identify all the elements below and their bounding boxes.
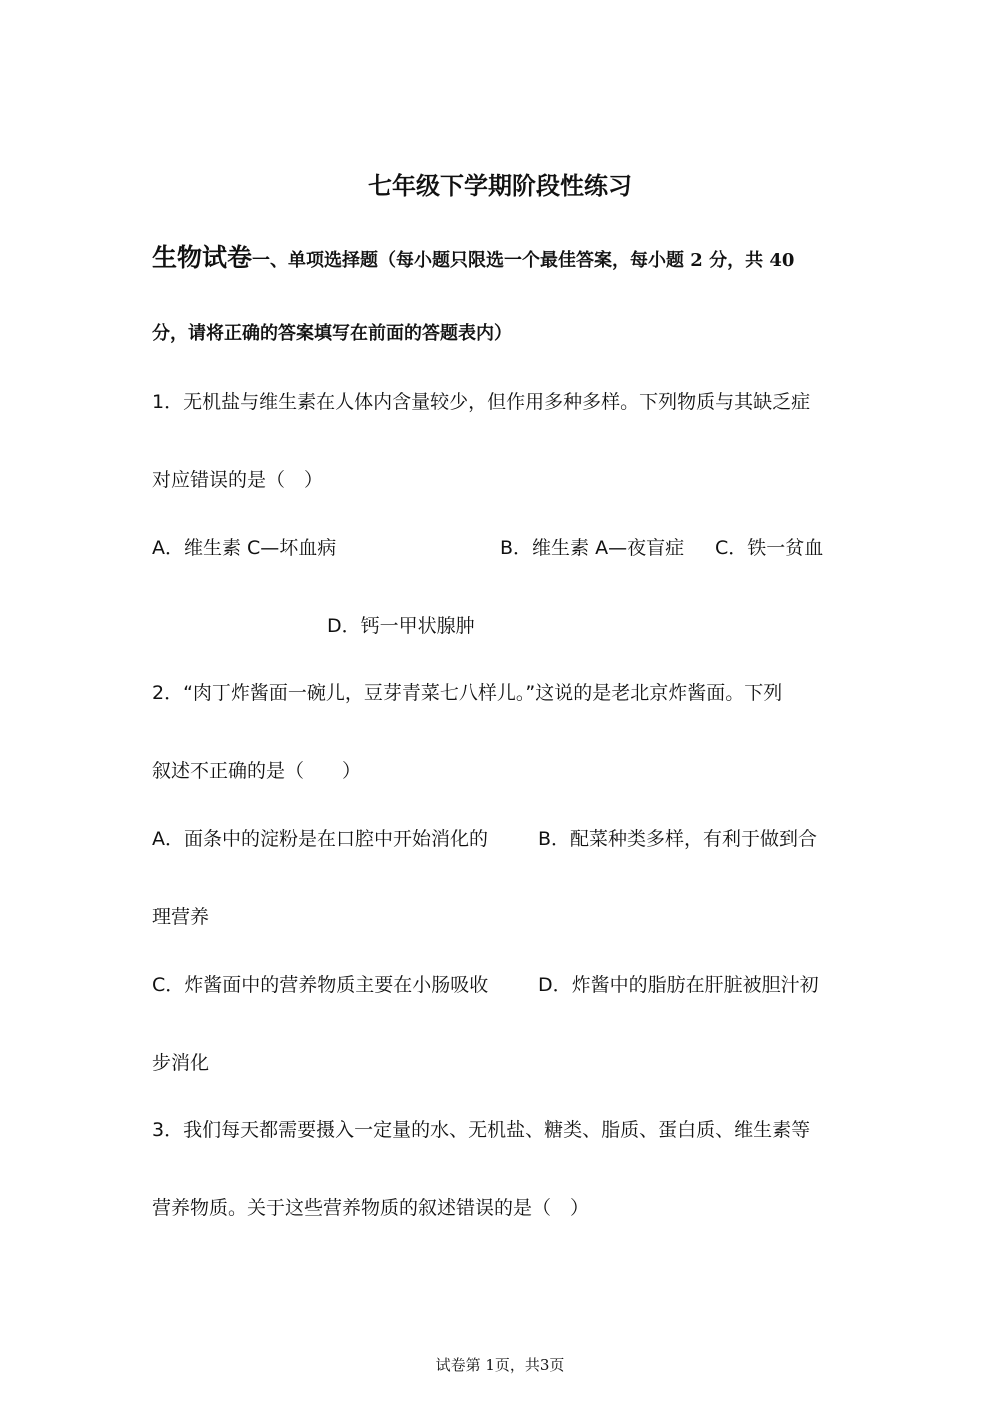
document-title: 七年级下学期阶段性练习 <box>368 171 632 200</box>
question-1-option-b: B．维生素 A—夜盲症 <box>500 537 685 559</box>
question-2-stem-line2: 叙述不正确的是（ ） <box>152 760 362 782</box>
question-2-option-d-continued: 步消化 <box>152 1052 210 1074</box>
question-3-stem-line1: 3．我们每天都需要摄入一定量的水、无机盐、糖类、脂质、蛋白质、维生素等 <box>152 1119 811 1141</box>
paper-subtitle: 生物试卷 <box>152 243 253 272</box>
question-3-stem-line2: 营养物质。关于这些营养物质的叙述错误的是（ ） <box>152 1197 590 1219</box>
section-heading-line2: 分，请将正确的答案填写在前面的答题表内） <box>152 323 512 344</box>
section-heading <box>152 243 794 276</box>
question-2-option-b: B．配菜种类多样，有利于做到合 <box>538 828 818 850</box>
question-2-option-a: A．面条中的淀粉是在口腔中开始消化的 <box>152 828 488 850</box>
question-2-option-c: C．炸酱面中的营养物质主要在小肠吸收 <box>152 974 489 996</box>
section-heading-line1: 一、单项选择题（每小题只限选一个最佳答案，每小题 2 分，共 40 <box>252 250 795 271</box>
question-1-option-c: C．铁一贫血 <box>715 537 824 559</box>
question-1-stem-line1: 1．无机盐与维生素在人体内含量较少，但作用多种多样。下列物质与其缺乏症 <box>152 391 811 413</box>
question-1-option-a: A．维生素 C—坏血病 <box>152 537 337 559</box>
question-1-stem-line2: 对应错误的是（ ） <box>152 469 324 491</box>
question-2-option-d: D．炸酱中的脂肪在肝脏被胆汁初 <box>538 974 819 996</box>
question-1-option-d: D．钙一甲状腺肿 <box>327 615 475 637</box>
question-2-option-b-continued: 理营养 <box>152 906 210 928</box>
page-footer: 试卷第 1页，共3页 <box>435 1356 565 1374</box>
question-2-stem-line1: 2．“肉丁炸酱面一碗儿，豆芽青菜七八样儿。”这说的是老北京炸酱面。下列 <box>152 682 783 704</box>
